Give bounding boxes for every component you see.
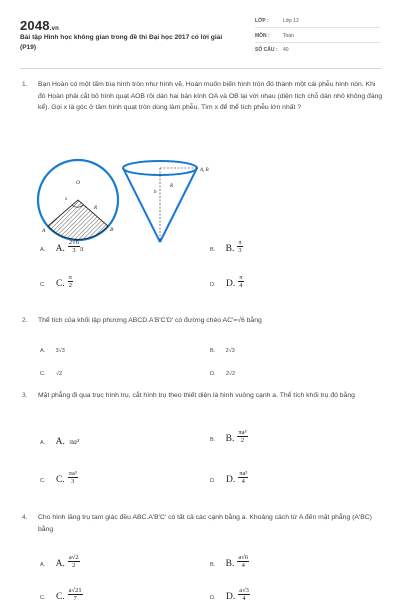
option-fraction <box>68 554 80 570</box>
option-label: C. <box>55 475 65 485</box>
fraction-denominator: 4 <box>241 562 245 570</box>
option-fraction <box>68 587 83 603</box>
meta-label-subject: MÔN : <box>255 33 270 39</box>
option-a[interactable] <box>40 431 79 449</box>
fraction-numerator: π <box>239 273 243 281</box>
cone-side-left <box>123 168 160 242</box>
option-c[interactable] <box>40 362 62 380</box>
label-x: x <box>65 197 68 202</box>
label-o: O <box>76 180 80 186</box>
option-letter: A. <box>40 562 46 568</box>
option-fraction <box>238 274 243 290</box>
question-text: Cho hình lăng trụ tam giác đều ABC.A'B'C' có tất cả các cạnh bằng a. Khoảng cách từ A đến mặt phẳng (A'BC) bằng <box>38 514 372 533</box>
option-label: C. <box>55 592 65 602</box>
fraction-numerator: π <box>68 273 72 281</box>
document-title: Bài tập Hình học không gian trong đề thi Đại học 2017 có lời giải (P19) <box>20 34 223 51</box>
fraction-denominator: 2 <box>72 562 76 570</box>
funnel-figure <box>30 152 230 247</box>
question-text: Bạn Hoàn có một tấm bìa hình tròn như hình vẽ, Hoàn muốn biến hình tròn đó thành một cái phễu hình nón. Khi đó Hoàn phải cắt bỏ hình quạt AOB rồi dán hai bán kính OA và OB lại với nhau (diện tích chỗ dán nhỏ không đáng kể). Gọi x là góc ở tâm hình quạt tròn dùng làm phễu. Tìm x để thể tích phễu lớn nhất ? <box>38 81 383 111</box>
option-value: 2√3 <box>225 348 235 354</box>
fraction-numerator: a√6 <box>238 553 249 561</box>
option-label: D. <box>225 592 236 602</box>
header-divider <box>20 68 382 69</box>
fraction-denominator: 4 <box>241 478 245 486</box>
option-b[interactable] <box>210 553 249 571</box>
option-fraction <box>238 470 248 486</box>
option-fraction <box>68 470 78 486</box>
site-logo[interactable] <box>20 18 59 33</box>
fraction-denominator: 2 <box>68 282 72 290</box>
logo-text: 2048 <box>20 18 50 33</box>
option-letter: C. <box>40 282 46 288</box>
option-label: C. <box>55 279 65 289</box>
option-label: A. <box>55 437 65 447</box>
option-value: 2√2 <box>225 371 236 377</box>
label-b: B <box>110 227 114 233</box>
fraction-numerator: π <box>238 238 242 246</box>
fraction-denominator: 3 <box>238 247 242 255</box>
meta-divider <box>255 42 380 43</box>
fraction-denominator: 3 <box>71 478 75 486</box>
cone-side-right <box>160 168 197 242</box>
fraction-numerator: a√2 <box>68 553 79 561</box>
meta-value-class: Lớp 12 <box>283 18 299 24</box>
question-number: 3. <box>22 392 28 399</box>
option-letter: B. <box>210 348 216 354</box>
fraction-denominator: 2 <box>240 437 245 445</box>
fraction-numerator: πa³ <box>239 469 248 477</box>
option-letter: D. <box>210 478 216 484</box>
option-b[interactable] <box>210 238 243 256</box>
fraction-denominator: 4 <box>242 595 246 603</box>
meta-value-subject: Toán <box>283 33 294 39</box>
label-r: R <box>94 206 98 211</box>
option-fraction <box>68 274 73 290</box>
option-suffix: π <box>79 245 84 253</box>
option-d[interactable] <box>210 362 235 380</box>
label-a: A <box>42 228 46 234</box>
option-fraction <box>237 429 247 445</box>
option-b[interactable] <box>210 428 248 446</box>
option-label: B. <box>225 244 235 254</box>
option-letter: B. <box>210 562 216 568</box>
option-c[interactable] <box>40 586 83 604</box>
fraction-numerator: 2√6 <box>68 238 79 246</box>
option-letter: C. <box>40 478 46 484</box>
question-text: Thể tích của khối lập phương ABCD.A'B'C'D' có đường chéo AC'=√6 bằng <box>38 317 262 324</box>
option-fraction <box>238 587 250 603</box>
option-c[interactable] <box>40 469 78 487</box>
fraction-numerator: a√3 <box>239 586 249 594</box>
option-letter: A. <box>40 440 46 446</box>
option-a[interactable] <box>40 339 65 357</box>
option-d[interactable] <box>210 273 244 291</box>
option-value: πa³ <box>69 437 80 446</box>
question-number: 4. <box>22 514 28 521</box>
option-letter: C. <box>40 371 46 377</box>
logo-suffix: .vn <box>49 26 60 32</box>
label-cone-h: h <box>154 190 157 195</box>
option-label: B. <box>225 559 235 569</box>
option-label: D. <box>225 475 236 485</box>
option-letter: A. <box>40 247 46 253</box>
question-text: Mặt phẳng đi qua trục hình trụ, cắt hình trụ theo thiết diện là hình vuông cạnh a. Thể tích khối trụ đó bằng <box>38 392 355 399</box>
option-value: 3√3 <box>55 348 65 354</box>
option-value: √2 <box>55 371 63 377</box>
option-letter: B. <box>210 437 216 443</box>
meta-label-count: SỐ CÂU : <box>255 47 278 53</box>
meta-label-class: LỚP : <box>255 18 269 24</box>
option-fraction <box>68 239 80 255</box>
option-label: A. <box>55 559 65 569</box>
option-letter: D. <box>210 282 216 288</box>
fraction-numerator: πa³ <box>238 428 247 436</box>
option-label: B. <box>225 434 235 444</box>
option-letter: D. <box>210 371 216 377</box>
fraction-numerator: πa³ <box>68 469 77 477</box>
meta-divider <box>255 27 380 28</box>
label-cone-ab: A, B <box>200 168 209 173</box>
fraction-denominator: 7 <box>73 595 77 603</box>
option-fraction <box>237 554 249 570</box>
option-b[interactable] <box>210 339 235 357</box>
option-a[interactable] <box>40 553 80 571</box>
fraction-numerator: a√21 <box>68 586 82 594</box>
option-d[interactable] <box>210 586 250 604</box>
option-d[interactable] <box>210 469 248 487</box>
option-letter: B. <box>210 247 216 253</box>
question-number: 1. <box>22 81 28 88</box>
option-letter: D. <box>210 595 216 601</box>
question-number: 2. <box>22 317 28 324</box>
fraction-denominator: 4 <box>239 282 243 290</box>
meta-value-count: 40 <box>283 47 289 53</box>
label-cone-r: R <box>170 184 174 189</box>
option-c[interactable] <box>40 273 73 291</box>
option-label: D. <box>225 279 236 289</box>
fraction-denominator: 3 <box>72 247 76 255</box>
option-label: A. <box>55 244 65 254</box>
option-letter: A. <box>40 348 46 354</box>
option-letter: C. <box>40 595 46 601</box>
option-fraction <box>237 239 242 255</box>
option-a[interactable] <box>40 238 84 256</box>
